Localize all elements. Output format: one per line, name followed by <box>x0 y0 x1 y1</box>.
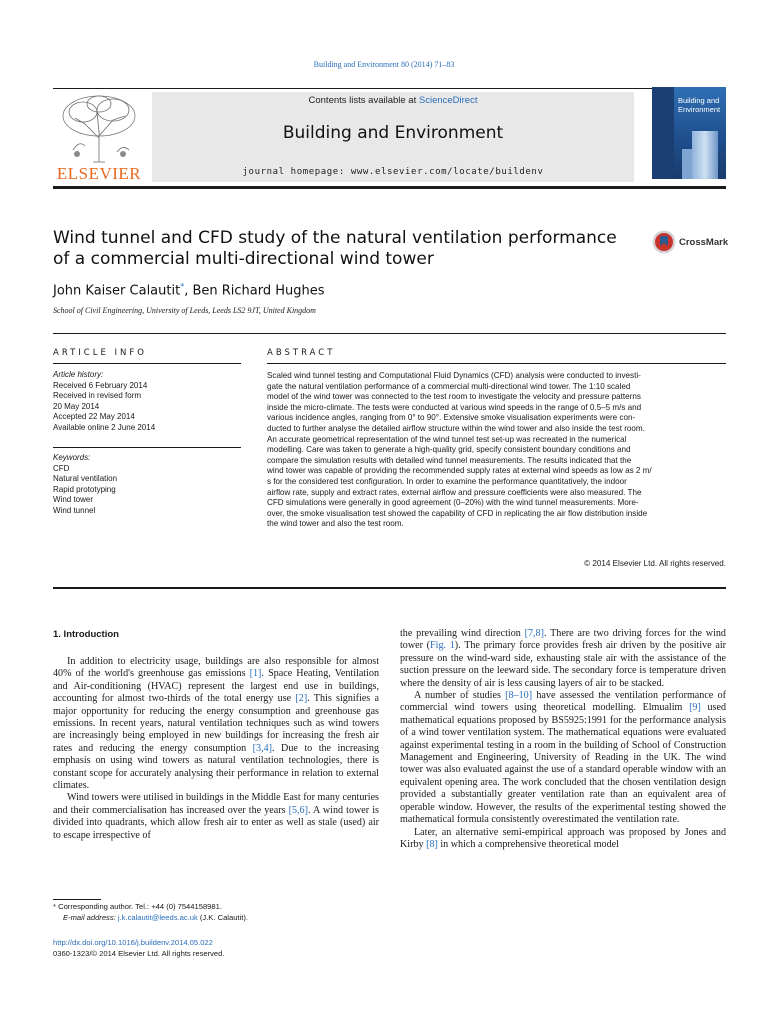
author-list <box>53 282 325 298</box>
citation-link[interactable]: [2] <box>295 693 308 705</box>
author-name[interactable]: , Ben Richard Hughes <box>184 283 325 299</box>
issn-line: 0360-1323/© 2014 Elsevier Ltd. All rights reserved. <box>53 948 225 958</box>
header-top-rule <box>53 88 726 89</box>
doi-block <box>53 938 225 959</box>
footnote-rule <box>53 899 101 900</box>
journal-reference[interactable]: Building and Environment 80 (2014) 71–83 <box>313 60 455 69</box>
paragraph: Later, an alternative semi-empirical approach was proposed by Jones and Kirby [8] in which a comprehensive theoretical model <box>400 826 726 850</box>
abstract-line: over, the smoke visualisation test showed the capability of CFD in replicating the air flow distribution inside <box>267 508 648 518</box>
history-label: Article history: <box>53 370 104 379</box>
paragraph: Wind towers were utilised in buildings in the Middle East for many centuries and their commercialisation has increased over the years [5,6]. A wind tower is divided into quadrants, which allow fresh air to enter as well as stale (used) air to escape irrespective of <box>53 792 379 841</box>
cover-title: Building and Environment <box>678 96 721 114</box>
abstract-line: model of the wind tower was connected to the test room to investigate the velocity and pressure patterns <box>267 392 641 402</box>
abstract-copyright: © 2014 Elsevier Ltd. All rights reserved. <box>584 559 726 568</box>
contents-prefix: Contents lists available at <box>308 95 419 106</box>
citation-link[interactable]: [3,4] <box>252 742 273 754</box>
abstract-line: compare the simulation results with detailed wind tunnel measurements. The results indicated that the <box>267 455 632 465</box>
abstract-text <box>267 371 726 530</box>
body-column-left <box>53 656 379 842</box>
journal-cover-image[interactable] <box>652 87 726 179</box>
footnote <box>53 902 383 923</box>
article-title: Wind tunnel and CFD study of the natural ventilation performance of a commercial multi-directional wind tower <box>53 228 617 269</box>
email-note: E-mail address: j.k.calautit@leeds.ac.uk (J.K. Calautit). <box>63 912 248 922</box>
title-block-rule <box>53 333 726 334</box>
citation-link[interactable]: [1] <box>249 668 262 680</box>
homepage-url[interactable]: www.elsevier.com/locate/buildenv <box>350 167 544 177</box>
keywords-label: Keywords: <box>53 453 91 462</box>
journal-masthead <box>152 92 634 182</box>
history-entry: Available online 2 June 2014 <box>53 422 156 432</box>
keywords-rule <box>53 447 241 448</box>
body-column-right <box>400 628 726 851</box>
abstract-bottom-rule <box>53 587 726 589</box>
keyword: Rapid prototyping <box>53 484 116 494</box>
crossmark-label: CrossMark <box>679 236 729 248</box>
article-info-rule <box>53 363 241 364</box>
header-bottom-rule <box>53 186 726 189</box>
abstract-line: wind tower was capable of providing the recommended supply rates at external wind speeds as low as 2 m/ <box>267 466 652 476</box>
keyword: CFD <box>53 463 70 473</box>
paragraph: In addition to electricity usage, buildings are also responsible for almost 40% of the world's greenhouse gas emissions [1]. Space Heating, Ventilation and Air-conditioning (HVAC) represent the largest end use in buildings, accounting for almost two-thirds of the total energy use [2]. This signifies a major opportunity for reducing the energy consumption and greenhouse gas emissions. In recent years, natural ventilation techniques such as wind towers are increasingly being employed in new buildings for increasing the fresh air rates and reducing the energy consumption [3,4]. Due to the increasing emphasis on using wind towers as natural ventilation technologies, there is constant scope for accurately analysing their performance in relation to external climates. <box>53 656 379 792</box>
journal-title: Building and Environment <box>282 123 504 143</box>
cover-building-small <box>682 149 692 179</box>
abstract-line: the wind tower and also the test room. <box>267 519 404 529</box>
abstract-line: modelling. Care was taken to generate a high-quality grid, specify consistent boundary conditions and <box>267 445 631 455</box>
corresponding-author-note: * Corresponding author. Tel.: +44 (0) 7544158981. <box>53 902 222 911</box>
paragraph: the prevailing wind direction [7,8]. There are two driving forces for the wind tower (Fig. 1). The primary force provides fresh air driven by the positive air pressure on the wind-ward side, exhausting stale air with the assistance of the suction pressure on the leeward side. The secondary force is temperature driven where the density of air is less causing layers of air to be stacked. <box>400 628 726 689</box>
cover-strip <box>652 87 674 179</box>
keywords-list <box>53 453 117 516</box>
affiliation: School of Civil Engineering, University of Leeds, Leeds LS2 9JT, United Kingdom <box>53 306 316 315</box>
citation-link[interactable]: [7,8] <box>524 628 544 639</box>
crossmark-icon <box>652 230 676 254</box>
homepage-prefix: journal homepage: <box>242 167 351 177</box>
elsevier-wordmark: ELSEVIER <box>56 164 142 183</box>
figure-link[interactable]: Fig. 1 <box>430 640 455 652</box>
citation-link[interactable]: [9] <box>689 702 701 714</box>
doi-link[interactable]: http://dx.doi.org/10.1016/j.buildenv.2014.05.022 <box>53 938 213 947</box>
abstract-line: ducted to further analyse the detailed airflow structure within the wind tower and also inside the test room. <box>267 423 645 433</box>
email-link[interactable]: j.k.calautit@leeds.ac.uk <box>117 912 198 922</box>
sciencedirect-link[interactable]: ScienceDirect <box>418 95 478 106</box>
article-info-heading: ARTICLE INFO <box>53 348 147 358</box>
section-heading-introduction: 1. Introduction <box>53 629 119 640</box>
corresponding-author-mark[interactable]: * <box>180 282 185 291</box>
author-name[interactable]: John Kaiser Calautit <box>53 283 181 299</box>
abstract-line: s for the considered test configuration. In order to examine the performance quantitatively, the indoor <box>267 476 627 486</box>
history-entry: Received in revised form <box>53 391 142 400</box>
keyword: Natural ventilation <box>53 474 118 483</box>
paragraph: A number of studies [8–10] have assessed the ventilation performance of commercial wind towers using theoretical modelling. Elmualim [9] used mathematical equations proposed by BS5925:1991 for the performance analysis of a wind tower ventilation system. The mathematical equations were evaluated against experimental testing in a room in the building of School of Construction Management and Engineering, University of Reading in the UK. The wind tower was also evaluated against the use of a standard operable window with an equivalent opening area. The work concluded that the chosen ventilation design provided a substantially greater ventilation rate than an equivalent area of operable window. However, the results of the experimental testing showed the mathematical formula consistently overestimated the ventilation rate. <box>400 690 726 826</box>
journal-homepage-line <box>152 167 634 177</box>
abstract-line: CFD simulations were generally in good agreement (0–20%) with the wind tunnel measurements. More- <box>267 498 639 508</box>
abstract-line: airflow rate, supply and extract rates, external airflow and pressure coefficients were also measured. The <box>267 487 642 497</box>
abstract-line: various incidence angles, ranging from 0° to 90°. Extensive smoke visualisation experiments were con- <box>267 413 636 423</box>
abstract-line: gate the natural ventilation performance of a commercial multi-directional wind tower. The 1:10 scaled <box>267 381 631 391</box>
abstract-heading: ABSTRACT <box>267 348 336 358</box>
history-entry: 20 May 2014 <box>53 401 100 411</box>
cover-building <box>692 131 718 179</box>
abstract-line: Scaled wind tunnel testing and Computational Fluid Dynamics (CFD) analysis were conducted to investi- <box>267 371 641 380</box>
article-history <box>53 370 155 433</box>
citation-link[interactable]: [8–10] <box>505 690 533 702</box>
crossmark-badge[interactable] <box>652 230 728 254</box>
history-entry: Received 6 February 2014 <box>53 380 148 390</box>
keyword: Wind tower <box>53 495 94 504</box>
contents-line <box>152 95 634 106</box>
keyword: Wind tunnel <box>53 505 96 515</box>
abstract-rule <box>267 363 726 364</box>
abstract-line: inside the micro-climate. The tests were conducted at various wind speeds in the range of 0.5–5 m/s and <box>267 402 642 412</box>
citation-link[interactable]: [8] <box>426 838 438 850</box>
history-entry: Accepted 22 May 2014 <box>53 412 135 421</box>
citation-link[interactable]: [5,6] <box>288 804 308 816</box>
abstract-line: An accurate geometrical representation of the wind tunnel test set-up was recreated in the numerical <box>267 434 627 444</box>
